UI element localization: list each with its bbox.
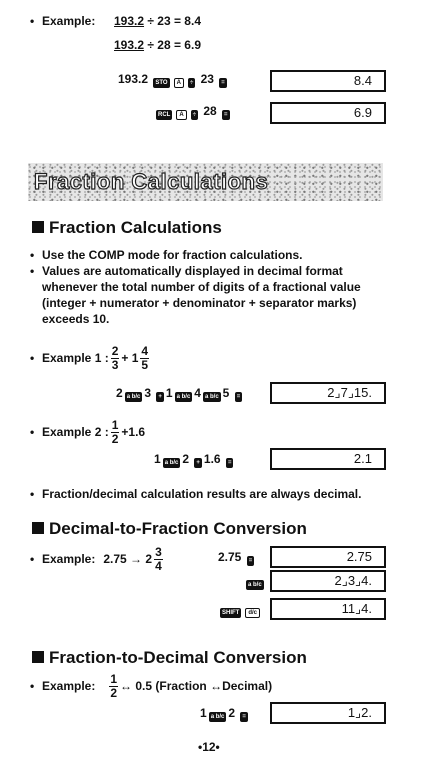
seq-number: 2 — [116, 386, 123, 400]
equals-key-icon: = — [242, 714, 246, 720]
display-result-5 — [270, 546, 386, 568]
d-c-key-icon: d/c — [245, 608, 260, 618]
fraction-3-4 — [154, 546, 163, 573]
operator: +1.6 — [121, 425, 146, 439]
denominator: 2 — [110, 685, 118, 700]
denominator: 2 — [111, 431, 119, 446]
equation-1 — [114, 14, 201, 28]
bullet-text: Fraction/decimal calculation results are always decimal. — [42, 487, 362, 501]
key-sequence-8 — [200, 706, 250, 722]
heading-square-icon — [32, 651, 44, 663]
equation-2-rest: ÷ 28 = 6.9 — [144, 38, 201, 52]
fraction-key-icon: a b/c — [210, 714, 225, 720]
a-key-icon: A — [176, 110, 186, 120]
banner-title: Fraction Calculations — [34, 169, 269, 194]
seq-number: 1 — [165, 386, 173, 400]
bullet-comp-mode — [42, 248, 303, 262]
key-sequence-2 — [154, 104, 232, 120]
section-heading-fraction-calculations — [32, 218, 222, 238]
fraction-key-icon: a b/c — [126, 394, 141, 400]
example-2-label: • Example 2 : — [42, 425, 109, 439]
numerator: 4 — [141, 343, 149, 358]
seq-number: 3 — [144, 386, 152, 400]
equals-key-icon: = — [227, 460, 232, 466]
seq-number: 193.2 — [118, 72, 149, 86]
display-result-1 — [270, 70, 386, 92]
seq-number: 4 — [194, 386, 201, 400]
numerator: 1 — [110, 671, 118, 686]
shift-key-icon: SHIFT — [222, 610, 240, 616]
seq-number: 2 — [228, 706, 236, 720]
bullet-decimal-results — [42, 487, 361, 501]
heading-text: Decimal-to-Fraction Conversion — [49, 519, 307, 538]
equation-2 — [114, 38, 201, 52]
bullet-line: whenever the total number of digits of a fractional value — [42, 280, 361, 294]
rcl-key-icon: RCL — [158, 112, 171, 118]
conversion-lhs: 2.75 → 2 — [103, 552, 153, 566]
page-number — [198, 740, 220, 754]
fraction-2-3 — [111, 345, 120, 372]
example-label: • Example: — [42, 679, 96, 693]
divide-key-icon: ÷ — [192, 112, 196, 118]
key-sequence-4 — [154, 452, 235, 468]
heading-square-icon — [32, 221, 44, 233]
section-heading-fraction-to-decimal — [32, 648, 307, 668]
sto-key-icon: STO — [155, 80, 168, 86]
seq-number: 23 — [200, 72, 214, 86]
section-banner — [28, 163, 383, 201]
example-2 — [42, 414, 145, 450]
equation-1-rest: ÷ 23 = 8.4 — [144, 14, 201, 28]
equals-key-icon: = — [221, 80, 225, 86]
display-value: 1⌟2. — [347, 705, 372, 720]
heading-square-icon — [32, 522, 44, 534]
display-result-4 — [270, 448, 386, 470]
page-number-text: •12• — [198, 740, 220, 754]
conversion-rhs: ↔ 0.5 (Fraction ↔Decimal) — [120, 679, 273, 693]
bullet-line: • Values are automatically displayed in decimal format — [42, 264, 343, 278]
denominator: 5 — [141, 357, 149, 372]
seq-number: 5 — [222, 386, 230, 400]
display-value: 2⌟3⌟4. — [334, 573, 372, 588]
seq-number: 1 — [154, 452, 161, 466]
example-label-text: Example: — [42, 14, 96, 28]
seq-number: 2 — [182, 452, 190, 466]
key-sequence-6 — [244, 574, 266, 590]
display-value: 2.1 — [353, 451, 372, 466]
plus-key-icon: + — [158, 394, 162, 400]
display-value: 2.75 — [346, 549, 372, 564]
example-fraction-to-decimal — [42, 669, 272, 703]
denominator: 3 — [111, 357, 119, 372]
fraction-key-icon: a b/c — [176, 394, 191, 400]
heading-text: Fraction-to-Decimal Conversion — [49, 648, 307, 667]
plus-key-icon: + — [196, 460, 200, 466]
numerator: 3 — [155, 544, 162, 559]
key-sequence-7 — [218, 602, 262, 618]
key-sequence-5 — [218, 550, 256, 566]
seq-number: 2.75 — [218, 550, 242, 564]
bullet-line: exceeds 10. — [42, 312, 110, 326]
fraction-key-icon: a b/c — [164, 460, 179, 466]
fraction-key-icon: a b/c — [248, 582, 262, 588]
fraction-1-2 — [109, 673, 118, 700]
seq-number: 1.6 — [203, 452, 221, 466]
example-label: • Example: — [42, 552, 96, 566]
bullet-decimal-format — [42, 264, 392, 326]
a-key-icon: A — [174, 78, 184, 88]
example-label — [42, 14, 95, 28]
operator: + 1 — [121, 351, 139, 365]
display-value: 8.4 — [353, 73, 372, 88]
bullet-text: Use the COMP mode for fraction calculations. — [42, 248, 303, 262]
equals-key-icon: = — [248, 558, 253, 564]
fraction-key-icon: a b/c — [204, 394, 219, 400]
equation-2-operand: 193.2 — [114, 38, 145, 52]
equals-key-icon: = — [236, 394, 241, 400]
seq-number: 1 — [200, 706, 207, 720]
example-decimal-to-fraction — [42, 542, 165, 576]
equals-key-icon: = — [224, 112, 228, 118]
display-value: 11⌟4. — [341, 601, 372, 616]
key-sequence-1 — [118, 72, 229, 88]
display-result-3 — [270, 382, 386, 404]
numerator: 2 — [111, 343, 119, 358]
heading-text: Fraction Calculations — [49, 218, 222, 237]
fraction-4-5 — [140, 345, 149, 372]
display-result-6 — [270, 570, 386, 592]
display-result-2 — [270, 102, 386, 124]
section-heading-decimal-to-fraction — [32, 519, 307, 539]
bullet-line: (integer + numerator + denominator + separator marks) — [42, 296, 357, 310]
equation-1-operand: 193.2 — [114, 14, 145, 28]
numerator: 1 — [111, 417, 119, 432]
example-1-label: • Example 1 : — [42, 351, 109, 365]
display-result-7 — [270, 598, 386, 620]
display-result-8 — [270, 702, 386, 724]
fraction-1-2 — [111, 419, 120, 446]
display-value: 6.9 — [353, 105, 372, 120]
denominator: 4 — [155, 558, 162, 573]
example-1 — [42, 340, 151, 376]
divide-key-icon: ÷ — [189, 80, 194, 86]
display-value: 2⌟7⌟15. — [327, 385, 372, 400]
key-sequence-3 — [116, 386, 244, 402]
seq-number: 28 — [203, 104, 217, 118]
